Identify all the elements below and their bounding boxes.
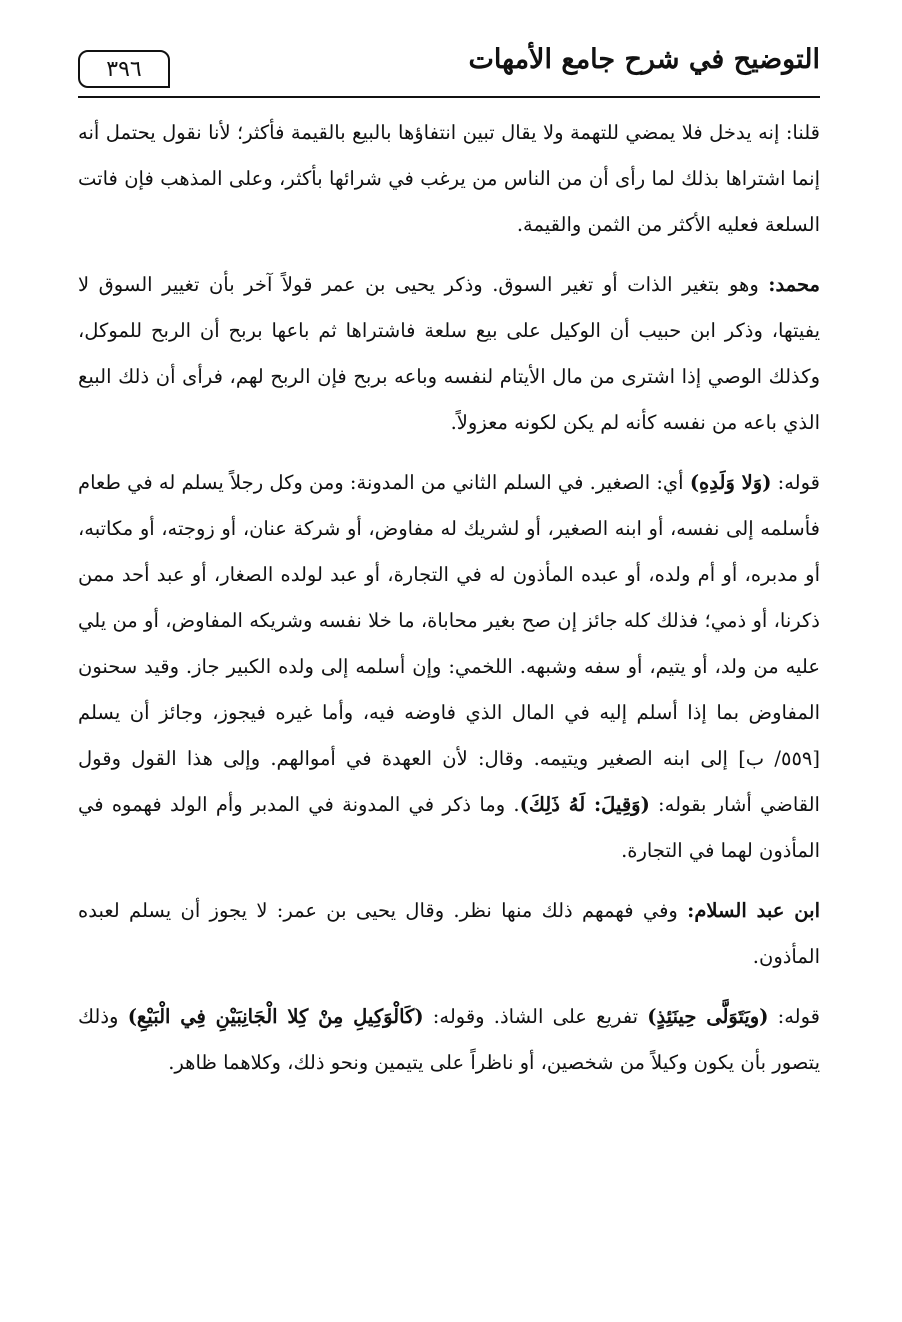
paragraph-1 (78, 110, 820, 248)
paragraph-text: قلنا: إنه يدخل فلا يمضي للتهمة ولا يقال تبين انتفاؤها بالبيع بالقيمة فأكثر؛ لأنا نقول يحتمل أنه إنما اشتراها بذلك لما رأى أن من الناس من يرغب في شرائها بأكثر، وعلى المذهب فإن فاتت السلعة فعليه الأكثر من الثمن والقيمة. (78, 121, 820, 236)
document-page (78, 40, 820, 1290)
quoted-matn: (ويَتَوَلَّى حِينَئِذٍ) (647, 1005, 769, 1028)
page-header (78, 40, 820, 98)
paragraph-5 (78, 994, 820, 1086)
paragraph-lead: قوله: (771, 471, 821, 494)
quoted-matn: (كَالْوَكِيلِ مِنْ كِلا الْجَانِبَيْنِ فِي الْبَيْعِ) (127, 1005, 424, 1028)
paragraph-text: أي: الصغير. في السلم الثاني من المدونة: ومن وكل رجلاً يسلم له في طعام فأسلمه إلى نفسه، أو ابنه الصغير، أو لشريك له مفاوض، أو شركة عنان، أو زوجته، أو مكاتبه، أو مدبره، أو أم ولده، أو عبده المأذون له في التجارة، أو عبد لولده الصغار، أو عبد أحد ممن ذكرنا، أو ذمي؛ فذلك كله جائز إن صح بغير محاباة، ما خلا نفسه وشريكه المفاوض، أو من يلي عليه من ولد، أو يتيم، أو سفه وشبهه. اللخمي: وإن أسلمه إلى ولده الكبير جاز. وقيد سحنون المفاوض بما إذا أسلم إليه في المال الذي فاوضه فيه، وأما غيره فيجوز، وجائز أن يسلم [٥٥٩/ ب] إلى ابنه الصغير ويتيمه. وقال: لأن العهدة في أموالهم. وإلى هذا القول وقول القاضي أشار بقوله: (78, 471, 820, 816)
running-title: التوضيح في شرح جامع الأمهات (468, 44, 820, 75)
quoted-matn: (وَقِيلَ: لَهُ ذَلِكَ) (519, 793, 650, 816)
page-number: ٣٩٦ (78, 50, 170, 88)
paragraph-lead: قوله: (768, 1005, 820, 1028)
speaker-label: محمد: (768, 273, 820, 296)
paragraph-4 (78, 888, 820, 980)
paragraph-2 (78, 262, 820, 446)
paragraph-text: وفي فهمهم ذلك منها نظر. وقال يحيى بن عمر: لا يجوز أن يسلم لعبده المأذون. (78, 899, 820, 968)
paragraph-text: وذلك يتصور بأن يكون وكيلاً من شخصين، أو ناظراً على يتيمين ونحو ذلك، وكلاهما ظاهر. (78, 1005, 820, 1074)
quoted-matn: (وَلا وَلَدِهِ) (689, 471, 772, 494)
paragraph-text: وهو بتغير الذات أو تغير السوق. وذكر يحيى بن عمر قولاً آخر بأن تغيير السوق لا يفيتها، وذكر ابن حبيب أن الوكيل على بيع سلعة فاشتراها ثم باعها بربح أن الربح للموكل، وكذلك الوصي إذا اشترى من مال الأيتام لنفسه وباعه بربح فإن الربح لهم، فرأى أن ذلك البيع الذي باعه من نفسه كأنه لم يكن لكونه معزولاً. (78, 273, 820, 434)
paragraph-text: تفريع على الشاذ. وقوله: (423, 1005, 648, 1028)
speaker-label: ابن عبد السلام: (687, 899, 820, 922)
paragraph-text: . وما ذكر في المدونة في المدبر وأم الولد فهموه في المأذون لهما في التجارة. (78, 793, 820, 862)
paragraph-3 (78, 460, 820, 874)
page-body (78, 110, 820, 1086)
